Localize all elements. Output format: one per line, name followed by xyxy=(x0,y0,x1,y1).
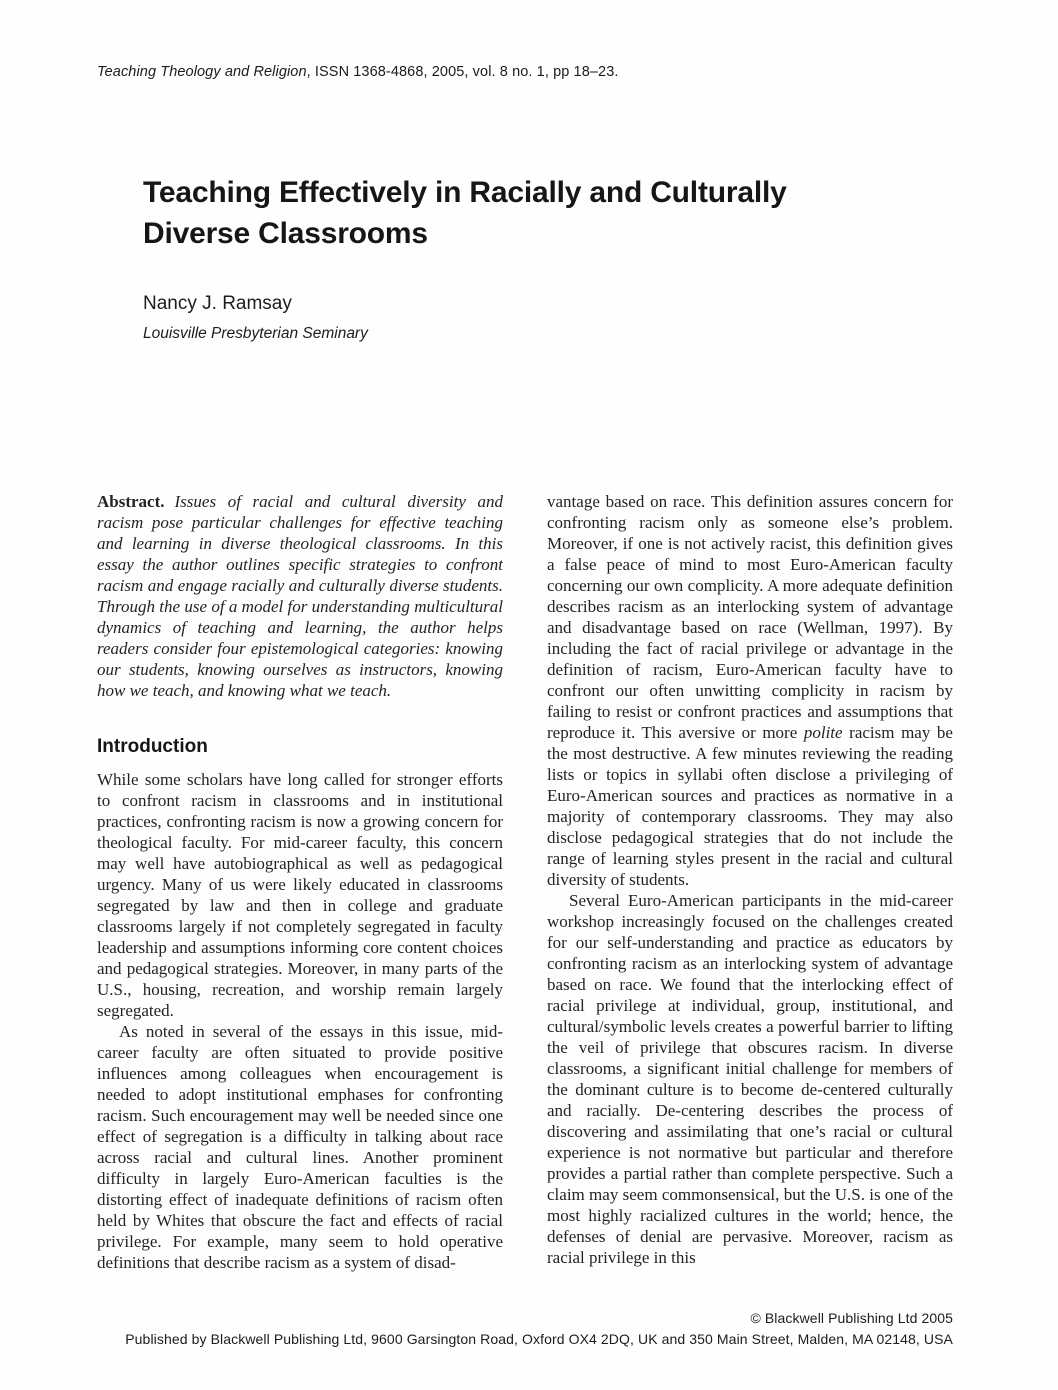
body-text-segment: racism may be the most destructive. A few minutes reviewing the reading lists or topics in syllabi often disclose a privileging of Euro-American sources and practices as normative in a majority of contemporary classrooms. They may also disclose pedagogical strategies that do not include the range of learning styles present in the racial and cultural diversity of students. xyxy=(547,723,953,889)
left-column xyxy=(97,491,503,1295)
introduction-paragraph-1: While some scholars have long called for stronger efforts to confront racism in classrooms and in institutional practices, confronting racism is now a growing concern for theological faculty. For mid-career faculty, this concern may well have autobiographical as well as pedagogical urgency. Many of us were likely educated in classrooms segregated by law and then in college and graduate classrooms largely if not completely segregated in faculty leadership and assumptions informing core content choices and pedagogical strategies. Moreover, in many parts of the U.S., housing, recreation, and worship remain largely segregated. xyxy=(97,770,503,1020)
author-name: Nancy J. Ramsay xyxy=(143,293,292,314)
publisher-line: Published by Blackwell Publishing Ltd, 9600 Garsington Road, Oxford OX4 2DQ, UK and 350 Main Street, Malden, MA 02148, USA xyxy=(125,1331,953,1347)
journal-issue-info: , ISSN 1368-4868, 2005, vol. 8 no. 1, pp 18–23. xyxy=(306,64,619,80)
section-heading-introduction: Introduction xyxy=(97,736,208,757)
body-paragraph-2: Several Euro-American participants in the mid-career workshop increasingly focused on the challenges created for our self-understanding and practice as educators by confronting racism as an interlocking system of advantage based on race. We found that the interlocking effect of racial privilege at individual, group, institutional, and cultural/symbolic levels creates a powerful barrier to lifting the veil of privilege that obscures racism. In diverse classrooms, a significant initial challenge for members of the dominant culture is to become de-centered culturally and racially. De-centering describes the process of discovering and assimilating that one’s racial or cultural experience is not normative but particular and therefore provides a partial rather than complete perspective. Such a claim may seem commonsensical, but the U.S. is one of the most highly racialized cultures in the world; hence, the defenses of denial are pervasive. Moreover, racism as racial privilege in this xyxy=(547,891,953,1267)
journal-name: Teaching Theology and Religion xyxy=(97,64,307,80)
article-title: Teaching Effectively in Racially and Culturally Diverse Classrooms xyxy=(143,176,787,250)
journal-header xyxy=(97,64,618,80)
body-paragraph-continuation xyxy=(547,491,953,890)
body-text-segment: vantage based on race. This definition assures concern for confronting racism only as someone else’s problem. Moreover, if one is not actively racist, this definition gives a false peace of mind to most Euro-American faculty concerning our own complicity. A more adequate definition describes racism as an interlocking system of advantage and disadvantage based on race (Wellman, 1997). By including the fact of racial privilege or advantage in the definition of racism, Euro-American faculty have to confront our often unwitting complicity in racism by failing to resist or confront practices and assumptions that reproduce it. This aversive or more xyxy=(547,492,953,742)
right-column xyxy=(547,491,953,1295)
abstract-paragraph xyxy=(97,491,503,701)
introduction-paragraph-2: As noted in several of the essays in this issue, mid-career faculty are often situated to provide positive influences among colleagues when encouragement is needed to adopt institutional emphases for confronting racism. Such encouragement may well be needed since one effect of segregation is a difficulty in talking about race across racial and cultural lines. Another prominent difficulty in largely Euro-American faculties is the distorting effect of inadequate definitions of racism often held by Whites that obscure the fact and effects of racial privilege. For example, many seem to hold operative definitions that describe racism as a system of disad- xyxy=(97,1022,503,1272)
abstract-label: Abstract. xyxy=(97,492,165,511)
page-footer xyxy=(97,1308,953,1350)
abstract-text: Issues of racial and cultural diversity and racism pose particular challenges for effective teaching and learning in diverse theological classrooms. In this essay the author outlines specific strategies to confront racism and engage racially and culturally diverse students. Through the use of a model for understanding multicultural dynamics of teaching and learning, the author helps readers consider four epistemological categories: knowing our students, knowing ourselves as instructors, knowing how we teach, and knowing what we teach. xyxy=(97,492,503,700)
emphasized-word-polite: polite xyxy=(803,723,843,742)
copyright-line: © Blackwell Publishing Ltd 2005 xyxy=(750,1310,953,1326)
author-affiliation: Louisville Presbyterian Seminary xyxy=(143,325,368,342)
